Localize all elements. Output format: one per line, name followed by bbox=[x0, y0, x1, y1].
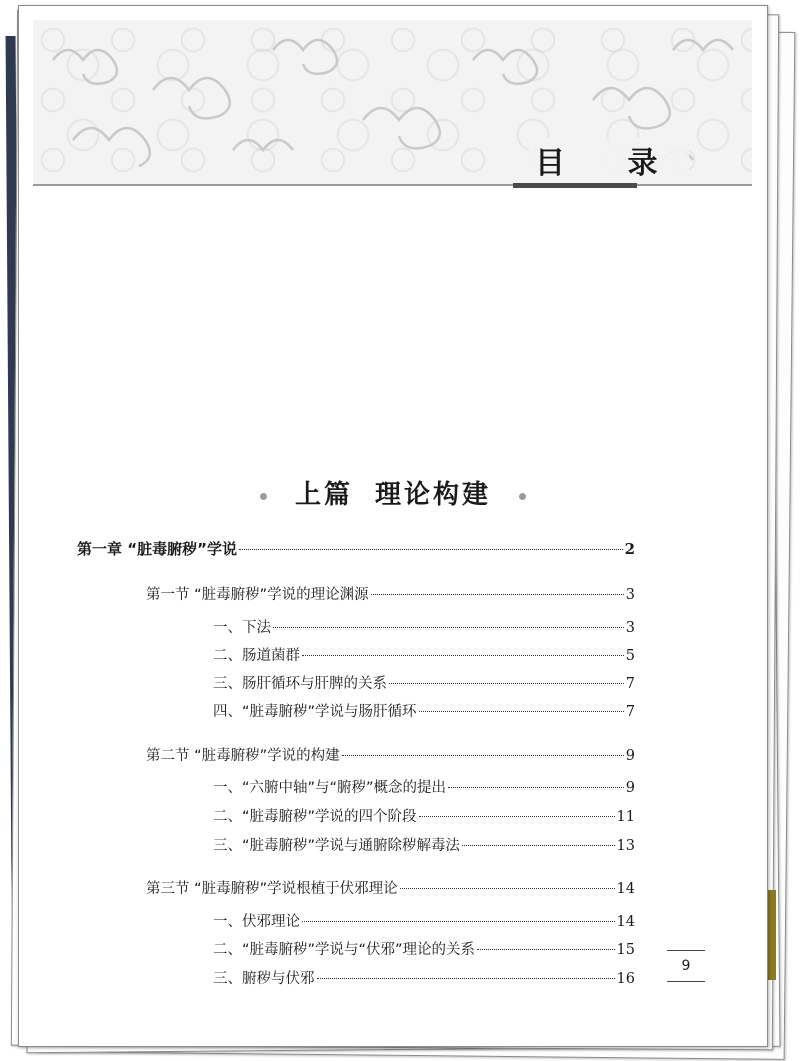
toc-entry-chapter[interactable] bbox=[77, 538, 635, 559]
toc-entry-section[interactable] bbox=[146, 583, 635, 604]
dot-leader bbox=[371, 594, 624, 595]
dot-leader bbox=[342, 755, 624, 756]
toc-entry-page: 9 bbox=[625, 748, 635, 764]
toc-entry-item[interactable] bbox=[213, 644, 635, 665]
toc-entry-label: 第一节 “脏毒腑秽”学说的理论渊源 bbox=[146, 587, 369, 603]
dot-leader bbox=[302, 655, 624, 656]
toc-entry-label: 三、肠肝循环与肝脾的关系 bbox=[213, 676, 387, 692]
title-underline bbox=[513, 183, 637, 188]
document-page bbox=[18, 5, 768, 1047]
toc-entry-label: 第三节 “脏毒腑秽”学说根植于伏邪理论 bbox=[146, 881, 398, 897]
dot-leader bbox=[273, 627, 624, 628]
toc-entry-page: 2 bbox=[624, 540, 635, 558]
dot-leader bbox=[477, 949, 615, 950]
header-rule bbox=[33, 184, 752, 186]
toc-entry-label: 四、“脏毒腑秽”学说与肠肝循环 bbox=[213, 704, 417, 720]
toc-entry-page: 11 bbox=[616, 809, 635, 825]
toc-entry-label: 一、伏邪理论 bbox=[213, 914, 300, 930]
bullet-dot-icon bbox=[519, 493, 526, 500]
part-name: 上篇 bbox=[294, 480, 353, 510]
toc-entry-item[interactable] bbox=[213, 805, 635, 826]
toc-entry-label: 三、腑秽与伏邪 bbox=[213, 971, 315, 987]
toc-entry-item[interactable] bbox=[213, 938, 635, 959]
toc-entry-item[interactable] bbox=[213, 776, 635, 797]
toc-entry-item[interactable] bbox=[213, 700, 635, 721]
toc-entry-item[interactable] bbox=[213, 616, 635, 637]
toc-entry-page: 5 bbox=[625, 648, 635, 664]
toc-entry-page: 15 bbox=[616, 942, 635, 958]
dot-leader bbox=[317, 978, 615, 979]
toc-entry-section[interactable] bbox=[146, 744, 635, 765]
toc-entry-label: 一、下法 bbox=[213, 620, 271, 636]
dot-leader bbox=[419, 711, 624, 712]
toc-entry-label: 三、“脏毒腑秽”学说与通腑除秽解毒法 bbox=[213, 838, 461, 854]
toc-entry-page: 7 bbox=[625, 704, 635, 720]
toc-entry-label: 二、“脏毒腑秽”学说与“伏邪”理论的关系 bbox=[213, 942, 476, 958]
dot-leader bbox=[462, 845, 615, 846]
toc-entry-page: 3 bbox=[625, 587, 635, 603]
toc-entry-label: 第二节 “脏毒腑秽”学说的构建 bbox=[146, 748, 340, 764]
dot-leader bbox=[302, 921, 615, 922]
dot-leader bbox=[419, 816, 615, 817]
toc-entry-page: 7 bbox=[625, 676, 635, 692]
toc-entry-page: 9 bbox=[625, 780, 635, 796]
toc-entry-item[interactable] bbox=[213, 967, 635, 988]
toc-entry-page: 14 bbox=[616, 914, 635, 930]
dot-leader bbox=[400, 888, 615, 889]
dot-leader bbox=[389, 683, 624, 684]
toc-entry-label: 二、肠道菌群 bbox=[213, 648, 300, 664]
toc-entry-section[interactable] bbox=[146, 877, 635, 898]
toc-entry-page: 14 bbox=[616, 881, 635, 897]
toc-entry-label: 二、“脏毒腑秽”学说的四个阶段 bbox=[213, 809, 417, 825]
part-subtitle: 理论构建 bbox=[375, 480, 492, 510]
toc-entry-item[interactable] bbox=[213, 910, 635, 931]
toc-entry-item[interactable] bbox=[213, 834, 635, 855]
page-number: 9 bbox=[667, 950, 705, 982]
toc-entry-label: 第一章 “脏毒腑秽”学说 bbox=[77, 540, 237, 558]
toc-entry-page: 16 bbox=[616, 971, 635, 987]
part-heading bbox=[19, 474, 767, 511]
page-title: 目 录 bbox=[529, 138, 689, 182]
dot-leader bbox=[448, 787, 624, 788]
toc-entry-label: 一、“六腑中轴”与“腑秽”概念的提出 bbox=[213, 780, 447, 796]
toc-entry-item[interactable] bbox=[213, 672, 635, 693]
toc-entry-page: 13 bbox=[616, 838, 635, 854]
dot-leader bbox=[239, 549, 623, 550]
toc-entry-page: 3 bbox=[625, 620, 635, 636]
bullet-dot-icon bbox=[260, 493, 267, 500]
